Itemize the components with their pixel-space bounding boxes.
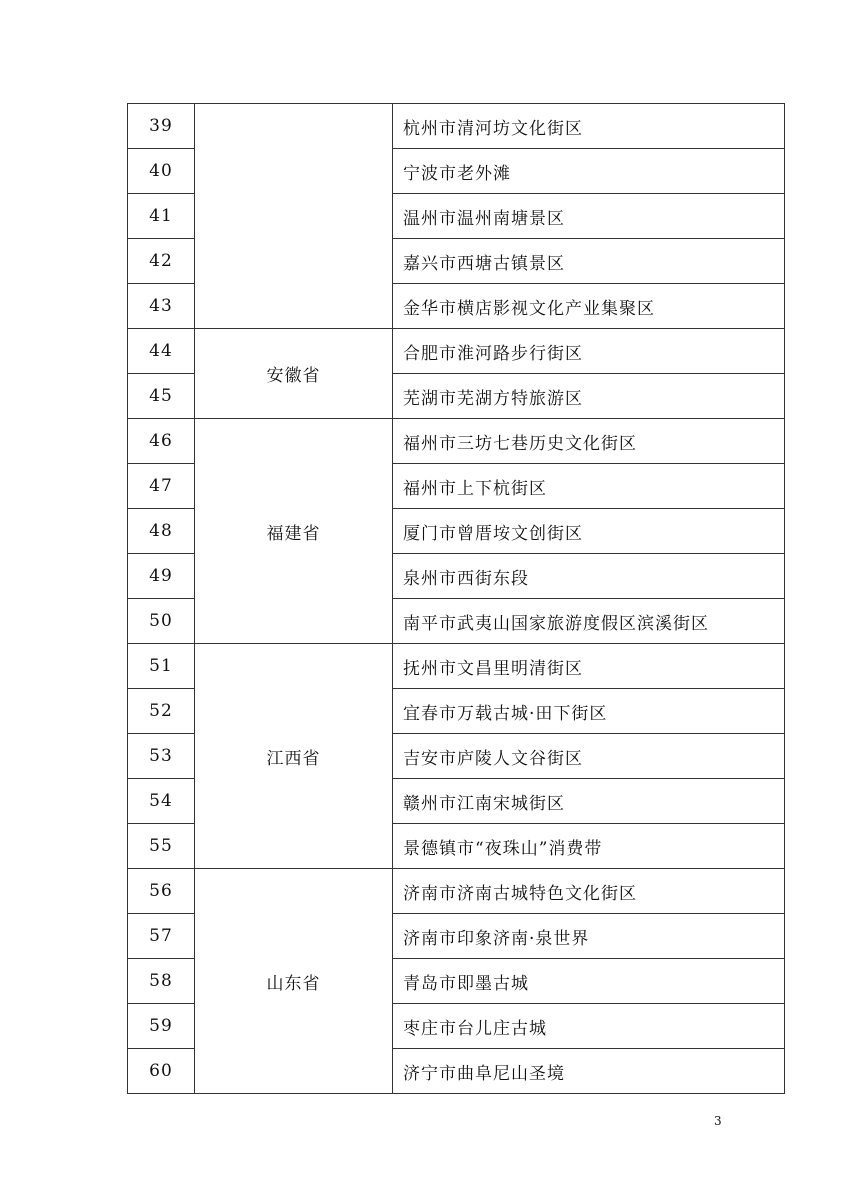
district-name: 福州市三坊七巷历史文化街区	[393, 419, 785, 464]
district-name: 南平市武夷山国家旅游度假区滨溪街区	[393, 599, 785, 644]
district-name: 杭州市清河坊文化街区	[393, 104, 785, 149]
row-number: 60	[128, 1049, 195, 1094]
row-number: 54	[128, 779, 195, 824]
district-name: 青岛市即墨古城	[393, 959, 785, 1004]
district-name: 枣庄市台儿庄古城	[393, 1004, 785, 1049]
district-name: 宜春市万载古城·田下街区	[393, 689, 785, 734]
district-name: 嘉兴市西塘古镇景区	[393, 239, 785, 284]
district-name: 金华市横店影视文化产业集聚区	[393, 284, 785, 329]
district-name: 温州市温州南塘景区	[393, 194, 785, 239]
row-number: 58	[128, 959, 195, 1004]
row-number: 41	[128, 194, 195, 239]
province-cell: 福建省	[195, 419, 393, 644]
district-list-table	[127, 103, 785, 1094]
district-name: 济宁市曲阜尼山圣境	[393, 1049, 785, 1094]
table-row	[128, 419, 785, 464]
district-name: 济南市济南古城特色文化街区	[393, 869, 785, 914]
row-number: 43	[128, 284, 195, 329]
row-number: 46	[128, 419, 195, 464]
row-number: 57	[128, 914, 195, 959]
district-name: 赣州市江南宋城街区	[393, 779, 785, 824]
row-number: 47	[128, 464, 195, 509]
district-name: 厦门市曾厝垵文创街区	[393, 509, 785, 554]
row-number: 45	[128, 374, 195, 419]
row-number: 59	[128, 1004, 195, 1049]
row-number: 56	[128, 869, 195, 914]
row-number: 52	[128, 689, 195, 734]
province-cell: 江西省	[195, 644, 393, 869]
district-name: 芜湖市芜湖方特旅游区	[393, 374, 785, 419]
district-name: 抚州市文昌里明清街区	[393, 644, 785, 689]
district-name: 景德镇市“夜珠山”消费带	[393, 824, 785, 869]
district-name: 吉安市庐陵人文谷街区	[393, 734, 785, 779]
province-cell	[195, 104, 393, 329]
row-number: 48	[128, 509, 195, 554]
row-number: 53	[128, 734, 195, 779]
row-number: 55	[128, 824, 195, 869]
table-row	[128, 869, 785, 914]
district-name: 福州市上下杭街区	[393, 464, 785, 509]
district-name: 宁波市老外滩	[393, 149, 785, 194]
row-number: 50	[128, 599, 195, 644]
district-name: 合肥市淮河路步行街区	[393, 329, 785, 374]
page-number: 3	[714, 1114, 722, 1128]
row-number: 44	[128, 329, 195, 374]
row-number: 49	[128, 554, 195, 599]
row-number: 42	[128, 239, 195, 284]
row-number: 39	[128, 104, 195, 149]
table-row	[128, 644, 785, 689]
row-number: 40	[128, 149, 195, 194]
table-row	[128, 329, 785, 374]
district-name: 济南市印象济南·泉世界	[393, 914, 785, 959]
table-row	[128, 104, 785, 149]
table-body	[128, 104, 785, 1094]
district-name: 泉州市西街东段	[393, 554, 785, 599]
row-number: 51	[128, 644, 195, 689]
province-cell: 安徽省	[195, 329, 393, 419]
province-cell: 山东省	[195, 869, 393, 1094]
